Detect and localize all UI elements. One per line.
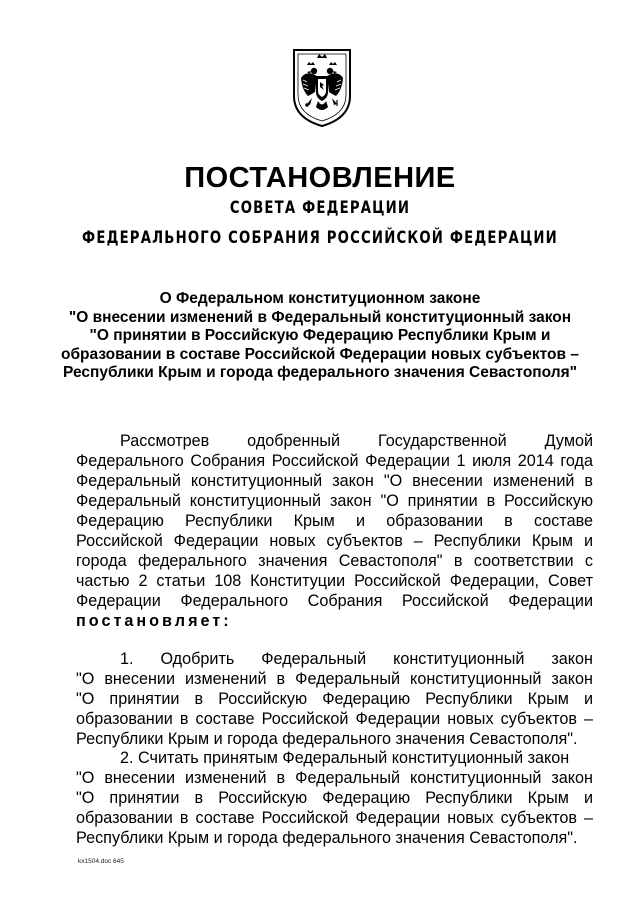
- paragraph-line: Республики Крым и города федерального значения Севастополя".: [76, 730, 578, 748]
- paragraph-line: "О принятии в Российскую Федерацию Республики Крым и: [76, 690, 593, 708]
- document-subtitle-council: СОВЕТА ФЕДЕРАЦИИ: [229, 198, 411, 218]
- resolution-item-1: [76, 649, 593, 749]
- resolves-word: постановляет:: [76, 612, 232, 630]
- resolution-heading: [40, 290, 600, 383]
- paragraph-line: Федеральный конституционный закон "О принятии в Российскую: [76, 492, 593, 510]
- resolution-item-2: [76, 748, 593, 848]
- paragraph-line: 2. Считать принятым Федеральный конституционный закон: [120, 749, 570, 767]
- heading-line: "О принятии в Российскую Федерацию Республики Крым и: [89, 327, 551, 344]
- preamble-paragraph: [76, 431, 593, 631]
- paragraph-line: частью 2 статьи 108 Конституции Российской Федерации, Совет: [76, 572, 593, 590]
- paragraph-line: Рассмотрев одобренный Государственной Думой: [120, 432, 593, 450]
- heading-line: Республики Крым и города федерального значения Севастополя": [63, 364, 577, 381]
- paragraph-line: Федерации Федерального Собрания Российской Федерации: [76, 592, 593, 610]
- paragraph-line: Федеральный конституционный закон "О внесении изменений в: [76, 472, 593, 490]
- paragraph-line: 1. Одобрить Федеральный конституционный закон: [120, 650, 593, 668]
- paragraph-line: "О внесении изменений в Федеральный конституционный закон: [76, 670, 593, 688]
- paragraph-line: Федерацию Республики Крым и образовании в составе: [76, 512, 593, 530]
- coat-of-arms-emblem: [290, 46, 354, 128]
- paragraph-line: Российской Федерации новых субъектов – Республики Крым и: [76, 532, 593, 550]
- heading-line: О Федеральном конституционном законе: [159, 290, 481, 307]
- paragraph-line: "О принятии в Российскую Федерацию Республики Крым и: [76, 789, 593, 807]
- paragraph-line: Федерального Собрания Российской Федерации 1 июля 2014 года: [76, 452, 593, 470]
- heading-line: "О внесении изменений в Федеральный конституционный закон: [68, 308, 572, 326]
- document-title: ПОСТАНОВЛЕНИЕ: [184, 162, 456, 194]
- heading-line: образовании в составе Российской Федерации новых субъектов –: [61, 345, 579, 363]
- paragraph-line: города федерального значения Севастополя" в соответствии с: [76, 552, 593, 570]
- paragraph-line: "О внесении изменений в Федеральный конституционный закон: [76, 769, 593, 787]
- document-subtitle-assembly: ФЕДЕРАЛЬНОГО СОБРАНИЯ РОССИЙСКОЙ ФЕДЕРАЦИИ: [82, 228, 558, 248]
- document-footer-code: kx1504.doc 645: [78, 858, 124, 865]
- paragraph-line: образовании в составе Российской Федерации новых субъектов –: [76, 809, 593, 827]
- paragraph-line: образовании в составе Российской Федерации новых субъектов –: [76, 710, 593, 728]
- double-headed-eagle-icon: [290, 46, 354, 128]
- paragraph-line: Республики Крым и города федерального значения Севастополя".: [76, 829, 578, 847]
